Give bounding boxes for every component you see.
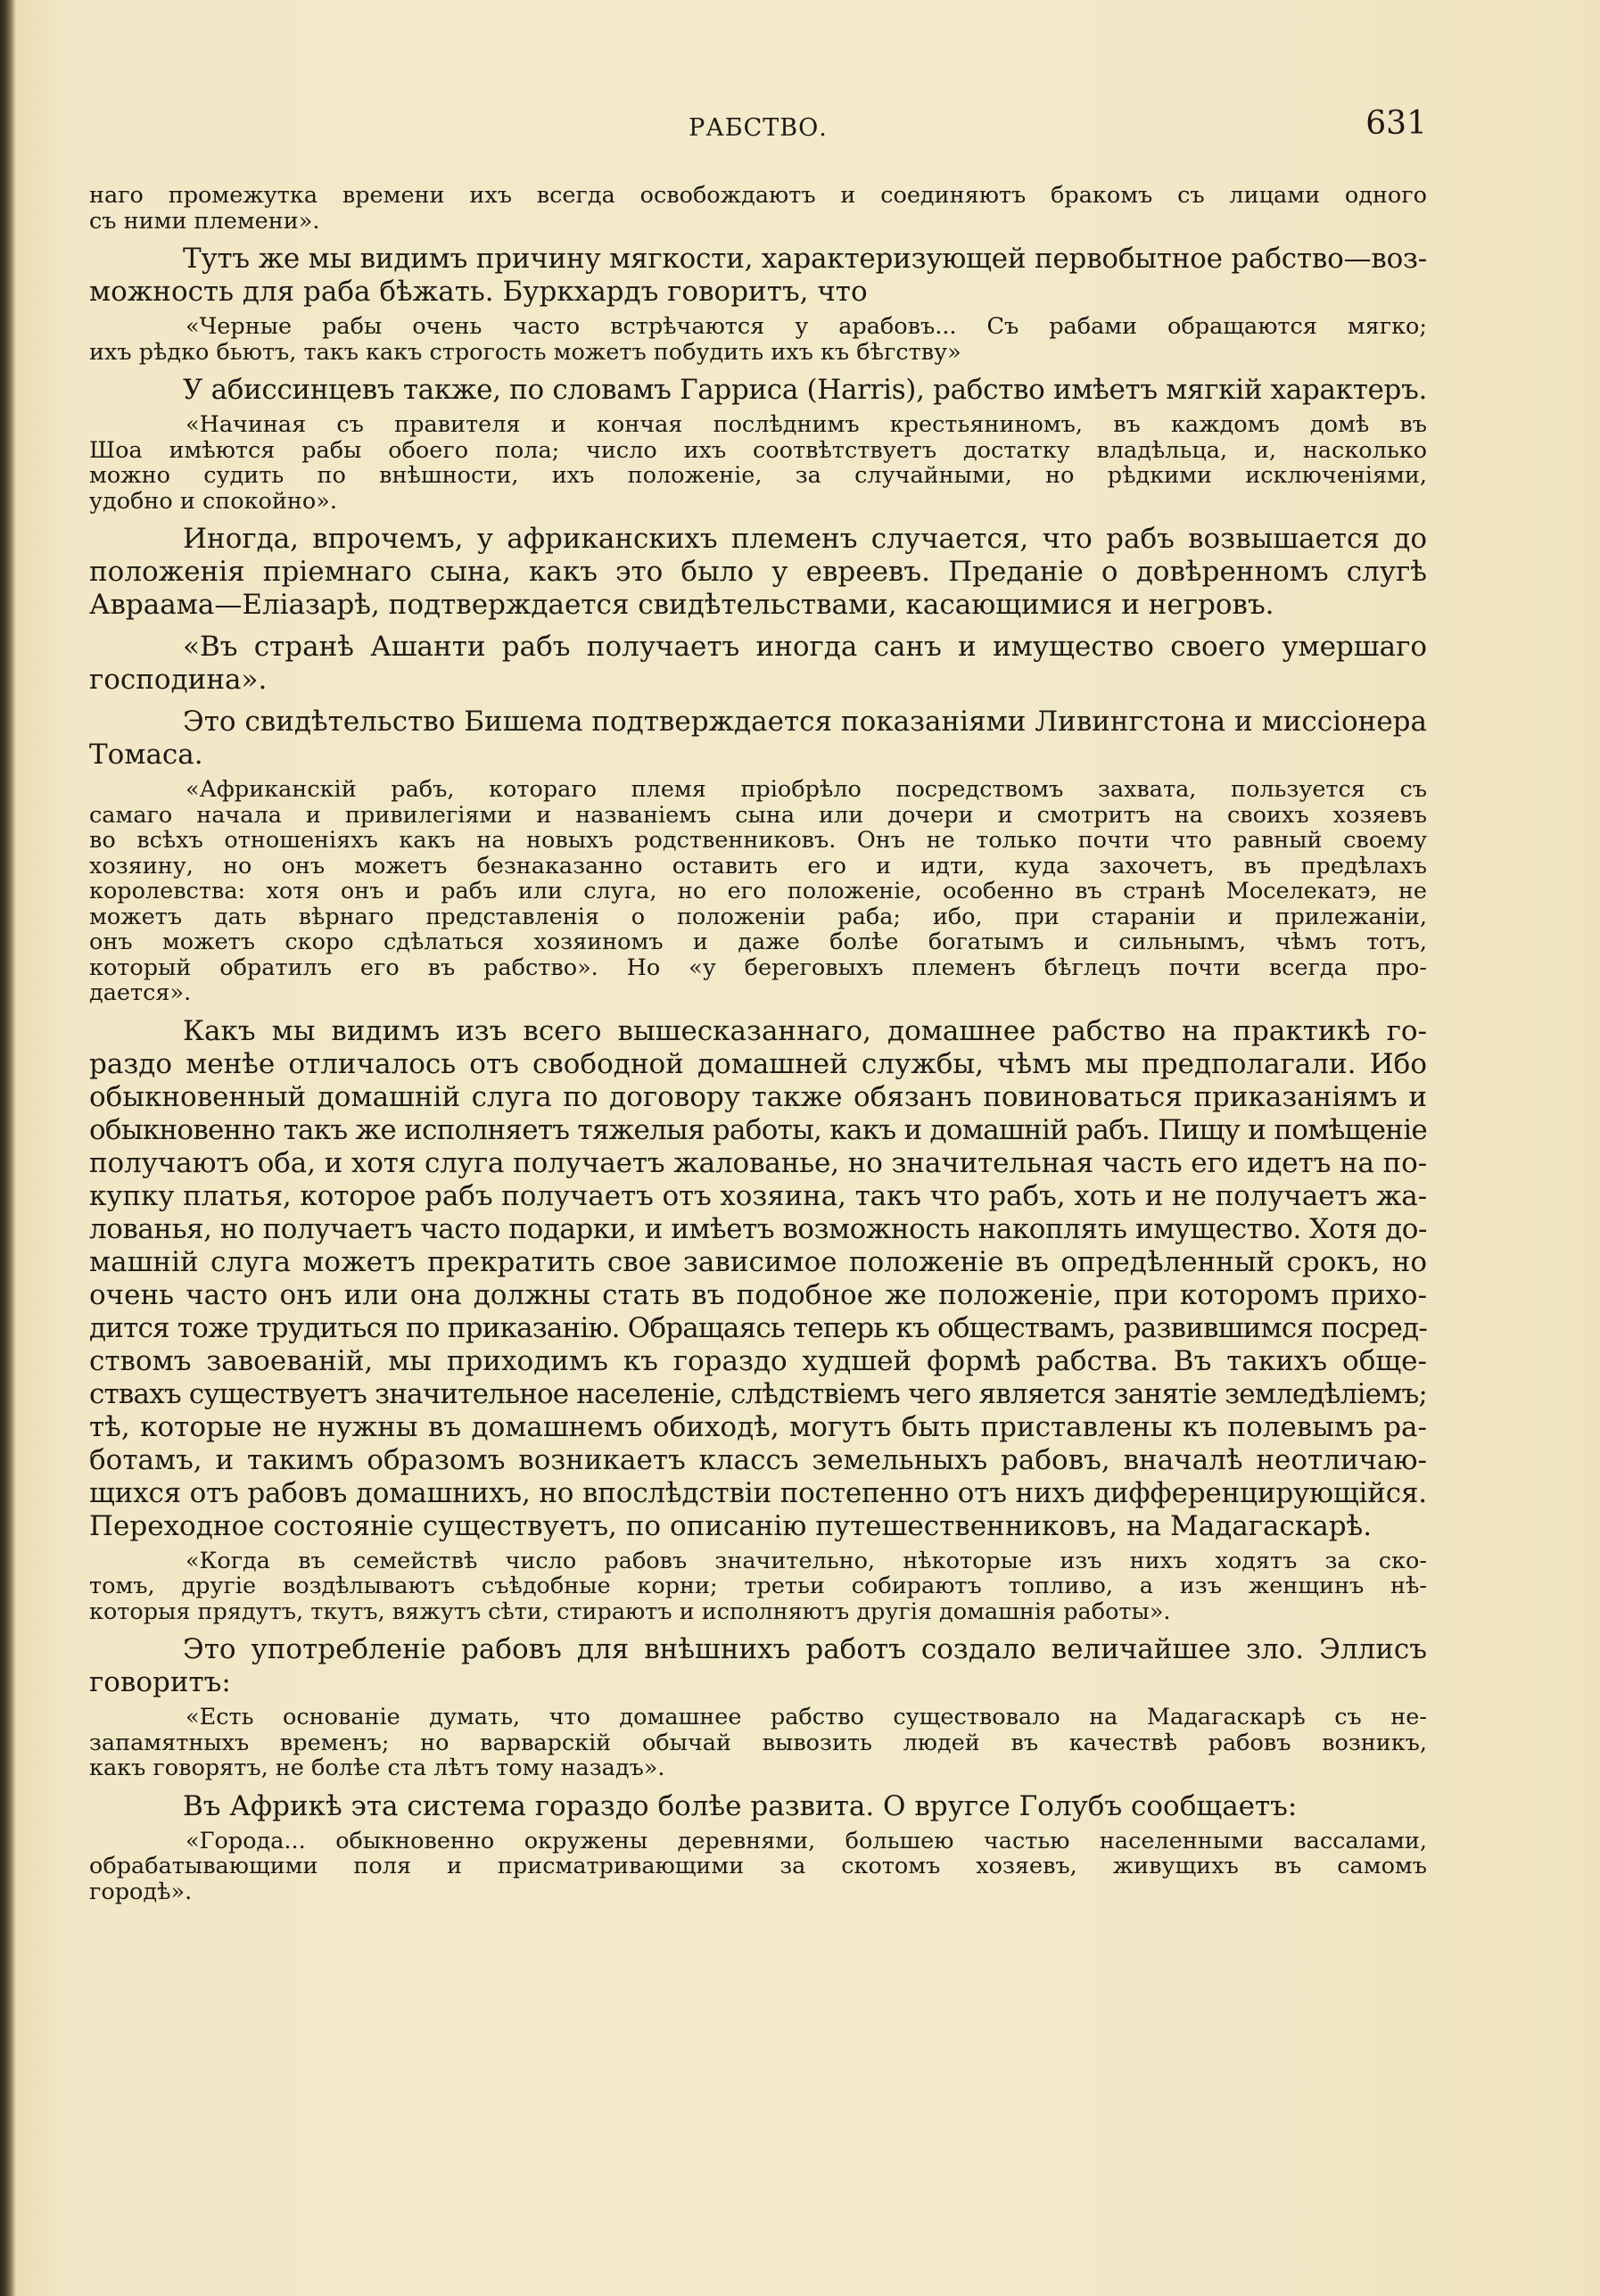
text-line: «Города... обыкновенно окружены деревнями, большею частью населенными вассалами,: [186, 1827, 1427, 1854]
text-line: машній слуга можетъ прекратить свое зависимое положеніе въ опредѣленный срокъ, но: [89, 1245, 1427, 1278]
text-line: Тутъ же мы видимъ причину мягкости, характеризующей первобытное рабство—воз-: [183, 243, 1427, 275]
body-paragraph: [89, 1015, 1427, 1543]
text-line: очень часто онъ или она должны стать въ подобное же положеніе, при которомъ прихо-: [89, 1278, 1427, 1311]
text-line: получаютъ оба, и хотя слуга получаетъ жалованье, но значительная часть его идетъ на по-: [89, 1146, 1427, 1179]
body-paragraph: [89, 523, 1427, 622]
text-line: раздо менѣе отличалось отъ свободной домашней службы, чѣмъ мы предполагали. Ибо: [89, 1047, 1427, 1080]
text-line: обыкновенный домашній слуга по договору также обязанъ повиноваться приказаніямъ и: [89, 1080, 1427, 1113]
quotation-paragraph: [89, 412, 1427, 514]
text-line: щихся отъ рабовъ домашнихъ, но впослѣдствіи постепенно отъ нихъ дифференцирующійся.: [89, 1476, 1427, 1509]
body-paragraph: [89, 1633, 1427, 1699]
text-line: ствомъ завоеваній, мы приходимъ къ гораздо худшей формѣ рабства. Въ такихъ обще-: [89, 1344, 1427, 1377]
text-line: ихъ рѣдко бьютъ, такъ какъ строгость можетъ побудить ихъ къ бѣгству»: [89, 338, 961, 366]
text-line: «Когда въ семействѣ число рабовъ значительно, нѣкоторые изъ нихъ ходятъ за ско-: [186, 1547, 1427, 1574]
text-line: самаго начала и привилегіями и названіемъ сына или дочери и смотритъ на своихъ хозяевъ: [89, 801, 1427, 829]
text-line: Авраама—Еліазарѣ, подтверждается свидѣтельствами, касающимися и негровъ.: [89, 589, 1274, 621]
text-line: Это употребленіе рабовъ для внѣшнихъ работъ создало величайшее зло. Эллисъ: [183, 1633, 1427, 1665]
text-line: запамятныхъ временъ; но варварскій обычай вывозить людей въ качествѣ рабовъ возникъ,: [89, 1729, 1427, 1756]
quotation-paragraph: [89, 314, 1427, 365]
text-line: во всѣхъ отношеніяхъ какъ на новыхъ родственниковъ. Онъ не только почти что равный своему: [89, 827, 1427, 854]
quotation-paragraph: [89, 1549, 1427, 1625]
body-paragraph: [89, 706, 1427, 772]
text-line: «Черные рабы очень часто встрѣчаются у арабовъ... Съ рабами обращаются мягко;: [186, 313, 1427, 340]
text-line: какъ говорятъ, не болѣе ста лѣтъ тому назадъ».: [89, 1755, 665, 1781]
text-line: Иногда, впрочемъ, у африканскихъ племенъ случается, что рабъ возвышается до: [183, 523, 1427, 555]
text-line: обыкновенно такъ же исполняетъ тяжелыя работы, какъ и домашній рабъ. Пищу и помѣщеніе: [89, 1113, 1427, 1146]
body-paragraph: [89, 374, 1427, 407]
text-line: съ ними племени».: [89, 207, 320, 235]
text-line: господина».: [89, 664, 268, 696]
text-line: королевства: хотя онъ и рабъ или слуга, но его положеніе, особенно въ странѣ Моселекатэ, не: [89, 878, 1427, 904]
book-spine-shadow: [0, 0, 16, 2296]
text-line: лованья, но получаетъ часто подарки, и имѣетъ возможность накоплять имущество. Хотя до-: [89, 1212, 1427, 1245]
text-line: Томаса.: [89, 739, 203, 771]
page-number: 631: [1365, 105, 1427, 142]
text-line: Какъ мы видимъ изъ всего вышесказаннаго, домашнее рабство на практикѣ го-: [183, 1014, 1427, 1047]
text-line: Въ Африкѣ эта система гораздо болѣе развита. О вругсе Голубъ сообщаетъ:: [183, 1789, 1298, 1822]
text-line: ботамъ, и такимъ образомъ возникаетъ классъ земельныхъ рабовъ, вначалѣ неотличаю-: [89, 1443, 1427, 1476]
quotation-paragraph: [89, 777, 1427, 1006]
body-paragraph: [89, 243, 1427, 309]
text-line: дится тоже трудиться по приказанію. Обращаясь теперь къ обществамъ, развившимся посред-: [89, 1311, 1427, 1344]
text-line: говоритъ:: [89, 1666, 231, 1698]
text-line: можетъ дать вѣрнаго представленія о положеніи раба; ибо, при стараніи и прилежаніи,: [89, 903, 1427, 930]
quotation-paragraph: [89, 1829, 1427, 1905]
text-line: можность для раба бѣжать. Буркхардъ говоритъ, что: [89, 276, 868, 308]
body-paragraph: [89, 631, 1427, 697]
text-line: наго промежутка времени ихъ всегда освобождаютъ и соединяютъ бракомъ съ лицами одного: [89, 182, 1427, 209]
text-line: «Есть основаніе думать, что домашнее рабство существовало на Мадагаскарѣ съ не-: [186, 1704, 1427, 1730]
text-line: «Начиная съ правителя и кончая послѣднимъ крестьяниномъ, въ каждомъ домѣ въ: [186, 411, 1427, 438]
text-line: который обратилъ его въ рабство». Но «у береговыхъ племенъ бѣглецъ почти всегда про-: [89, 954, 1427, 981]
text-line: тѣ, которые не нужны въ домашнемъ обиходѣ, могутъ быть приставлены къ полевымъ ра-: [89, 1410, 1427, 1443]
text-line: У абиссинцевъ также, по словамъ Гарриса (Harris), рабство имѣетъ мягкій характеръ.: [183, 374, 1427, 406]
text-line: ствахъ существуетъ значительное населеніе, слѣдствіемъ чего является занятіе земледѣліемъ;: [89, 1377, 1427, 1410]
running-header: [89, 105, 1427, 159]
text-line: купку платья, которое рабъ получаетъ отъ хозяина, такъ что рабъ, хоть и не получаетъ жа-: [89, 1179, 1427, 1212]
text-line: городѣ».: [89, 1878, 193, 1905]
text-line: «Въ странѣ Ашанти рабъ получаетъ иногда санъ и имущество своего умершаго: [183, 631, 1427, 663]
text-line: Шоа имѣются рабы обоего пола; число ихъ соотвѣтствуетъ достатку владѣльца, и, насколько: [89, 436, 1427, 464]
text-line: хозяину, но онъ можетъ безнаказанно оставить его и идти, куда захочетъ, въ предѣлахъ: [89, 852, 1427, 880]
text-line: томъ, другіе воздѣлываютъ съѣдобные корни; третьи собираютъ топливо, а изъ женщинъ нѣ-: [89, 1573, 1427, 1599]
text-line: положенія пріемнаго сына, какъ это было у евреевъ. Преданіе о довѣренномъ слугѣ: [89, 556, 1427, 588]
text-line: дается».: [89, 979, 192, 1006]
text-line: обрабатывающими поля и присматривающими за скотомъ хозяевъ, живущихъ въ самомъ: [89, 1853, 1427, 1879]
running-title: РАБСТВО.: [689, 114, 828, 142]
text-line: удобно и спокойно».: [89, 487, 337, 515]
body-paragraph: [89, 1790, 1427, 1823]
text-line: «Африканскій рабъ, котораго племя пріобрѣло посредствомъ захвата, пользуется съ: [186, 776, 1427, 803]
text-line: Это свидѣтельство Бишема подтверждается показаніями Ливингстона и миссіонера: [183, 706, 1427, 738]
text-line: онъ можетъ скоро сдѣлаться хозяиномъ и даже болѣе богатымъ и сильнымъ, чѣмъ тотъ,: [89, 929, 1427, 955]
text-line: можно судить по внѣшности, ихъ положеніе, за случайными, но рѣдкими исключеніями,: [89, 462, 1427, 489]
quotation-paragraph: [89, 183, 1427, 234]
quotation-paragraph: [89, 1705, 1427, 1781]
text-line: которыя прядутъ, ткутъ, вяжутъ сѣти, стираютъ и исполняютъ другія домашнія работы».: [89, 1598, 1171, 1625]
page-body: [89, 183, 1427, 1904]
text-line: Переходное состояніе существуетъ, по описанію путешественниковъ, на Мадагаскарѣ.: [89, 1509, 1373, 1542]
